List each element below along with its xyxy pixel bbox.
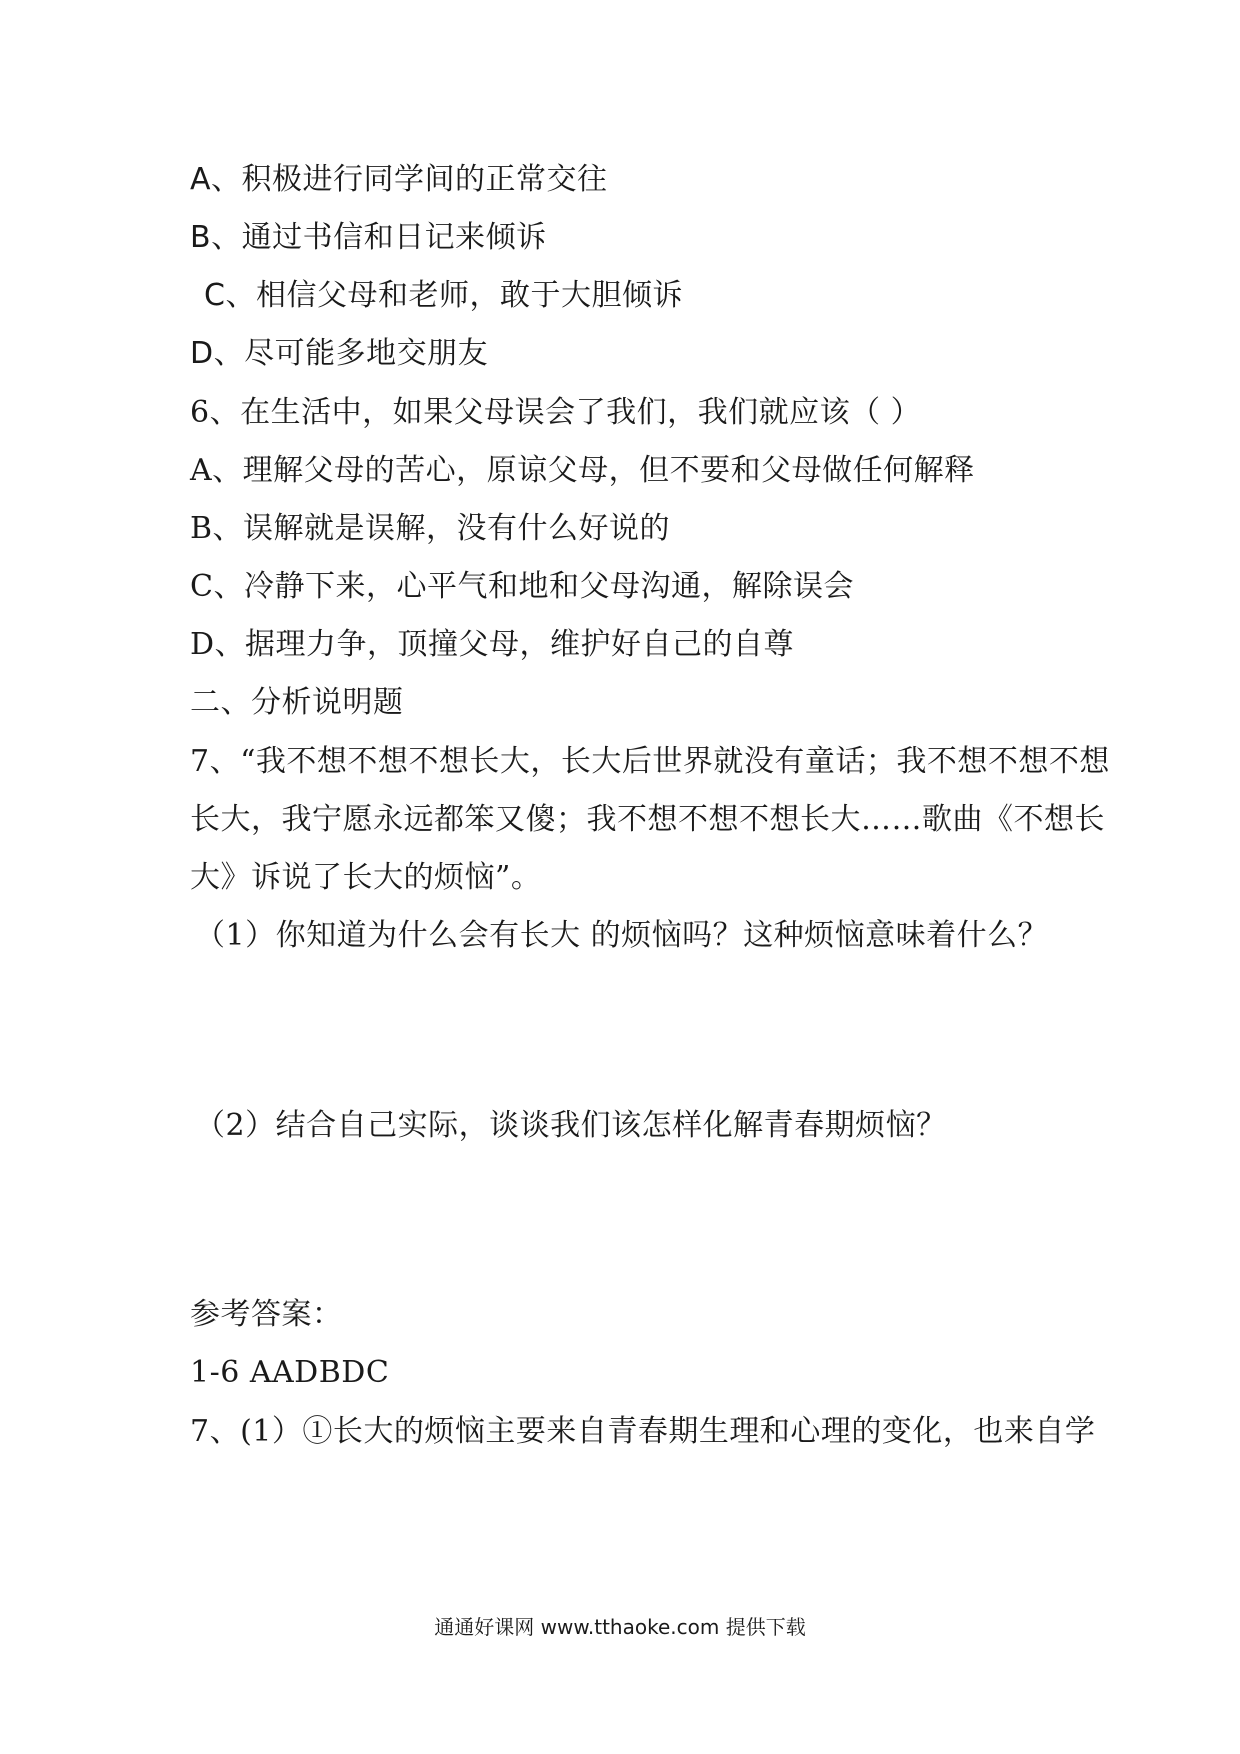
q5-option-a: A、积极进行同学间的正常交往: [190, 162, 608, 197]
footer-credit: 通通好课网 www.tthaoke.com 提供下载: [434, 1615, 806, 1639]
q7-sub-question-1: （1）你知道为什么会有长大 的烦恼吗？这种烦恼意味着什么？: [195, 918, 1049, 953]
q7-text-line-2: 长大，我宁愿永远都笨又傻；我不想不想不想长大……歌曲《不想长: [190, 802, 1105, 837]
answers-title: 参考答案：: [190, 1297, 343, 1332]
q6-option-b: B、误解就是误解，没有什么好说的: [190, 511, 671, 546]
q6-option-d: D、据理力争，顶撞父母，维护好自己的自尊: [190, 627, 795, 662]
q5-option-b: B、通过书信和日记来倾诉: [190, 220, 547, 255]
q7-text-line-3: 大》诉说了长大的烦恼”。: [190, 860, 542, 895]
q6-option-a: A、理解父母的苦心，原谅父母，但不要和父母做任何解释: [190, 453, 975, 488]
answers-q7-start: 7、(1）①长大的烦恼主要来自青春期生理和心理的变化，也来自学: [190, 1414, 1096, 1449]
q6-stem: 6、在生活中，如果父母误会了我们，我们就应该（ ）: [190, 395, 922, 430]
answers-choice: 1-6 AADBDC: [190, 1355, 390, 1390]
q7-text-line-1: 7、“我不想不想不想长大，长大后世界就没有童话；我不想不想不想: [190, 744, 1110, 779]
q7-sub-question-2: （2）结合自己实际，谈谈我们该怎样化解青春期烦恼？: [195, 1108, 947, 1143]
q5-option-c: C、相信父母和老师，敢于大胆倾诉: [204, 278, 683, 313]
section-title: 二、分析说明题: [190, 685, 404, 720]
q5-option-d: D、尽可能多地交朋友: [190, 336, 489, 371]
q6-option-c: C、冷静下来，心平气和地和父母沟通，解除误会: [190, 569, 854, 604]
